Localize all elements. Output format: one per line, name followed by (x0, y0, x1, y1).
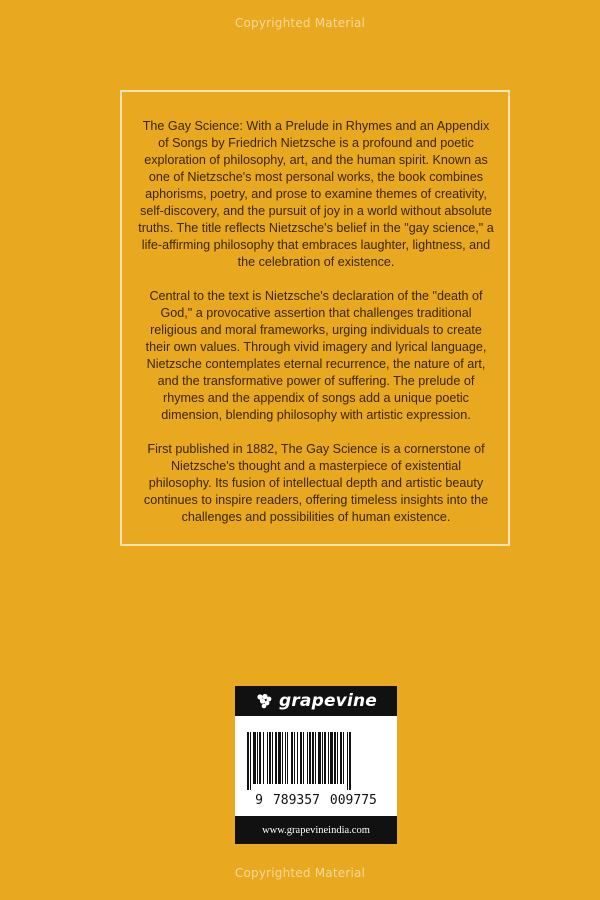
publisher-logo (235, 686, 397, 716)
isbn-prefix: 9 (255, 793, 263, 808)
publisher-name: grapevine (278, 691, 378, 711)
barcode-panel (235, 686, 397, 844)
publisher-website: www.grapevineindia.com (235, 816, 397, 844)
blurb-paragraph-2: Central to the text is Nietzsche's declaration of the "death of God," a provocative assertion that challenges traditional religious and moral frameworks, urging individuals to create their own values. Through vivid imagery and lyrical language, Nietzsche contemplates eternal recurrence, the nature of art, and the transformative power of suffering. The prelude of rhymes and the appendix of songs add a unique poetic dimension, blending philosophy with artistic expression. (145, 289, 487, 422)
isbn-number (235, 793, 397, 808)
blurb-paragraph-3: First published in 1882, The Gay Science is a cornerstone of Nietzsche's thought and a masterpiece of existential philosophy. Its fusion of intellectual depth and artistic beauty continues to inspire readers, offering timeless insights into the challenges and possibilities of human existence. (143, 442, 489, 524)
blurb-paragraph-1: The Gay Science: With a Prelude in Rhymes and an Appendix of Songs by Friedrich Nietzsche is a profound and poetic exploration of philosophy, art, and the human spirit. Known as one of Nietzsche's most personal works, the book combines aphorisms, poetry, and prose to examine themes of creativity, self-discovery, and the pursuit of joy in a world without absolute truths. The title reflects Nietzsche's belief in the "gay science," a life-affirming philosophy that embraces laughter, lightness, and the celebration of existence. (138, 119, 494, 269)
grape-icon (255, 692, 273, 710)
isbn-group-2: 009775 (329, 793, 377, 808)
back-cover-blurb (138, 118, 494, 543)
isbn-group-1: 789357 (272, 793, 320, 808)
watermark-bottom: Copyrighted Material (234, 866, 366, 880)
isbn-barcode (245, 732, 387, 790)
watermark-top: Copyrighted Material (234, 16, 366, 30)
